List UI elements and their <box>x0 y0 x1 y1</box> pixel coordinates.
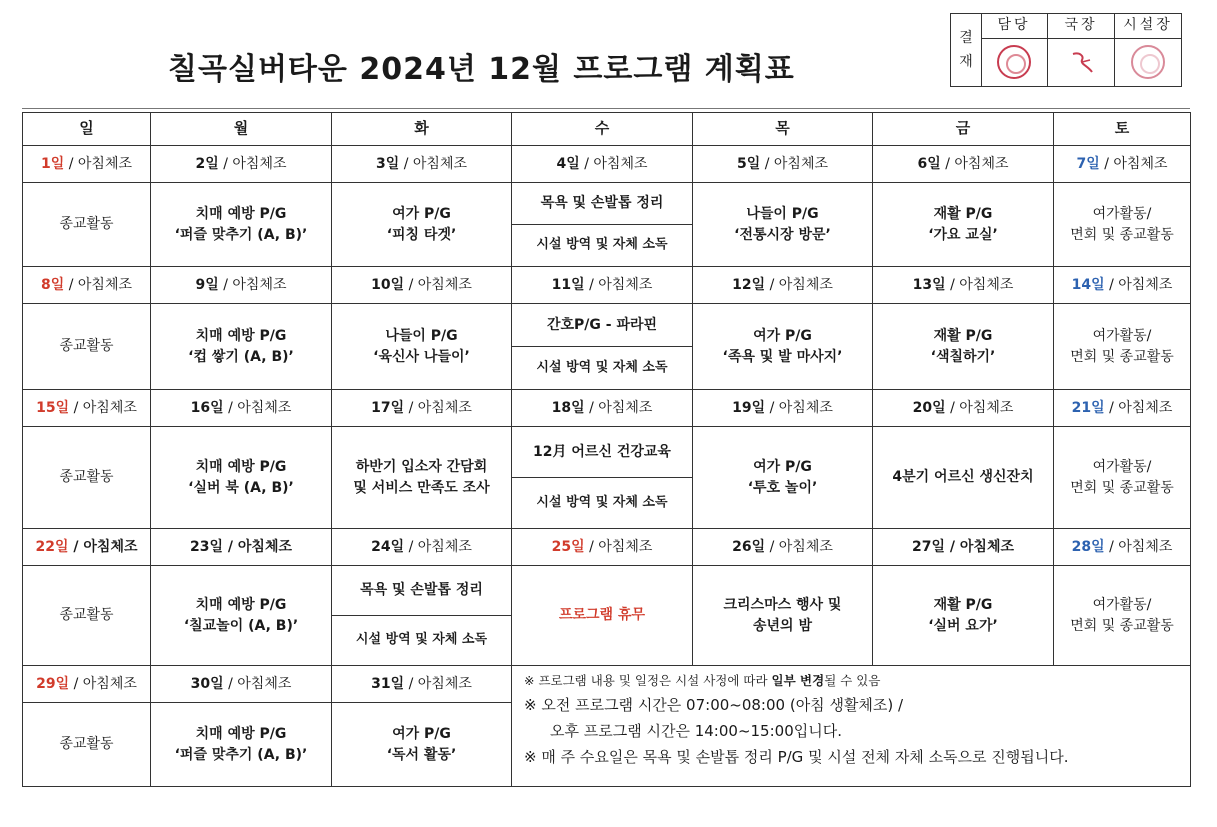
routine-label: 아침체조 <box>417 675 472 692</box>
program-name: 재활 P/G <box>933 328 993 345</box>
wed-program: 목욕 및 손발톱 정리 <box>512 183 693 225</box>
week1-date-row <box>23 146 1191 183</box>
sat-line-1: 여가활동/ <box>1092 597 1152 614</box>
date-cell: 27일 / 아침체조 <box>873 529 1054 566</box>
date-cell: 8일 / 아침체조 <box>23 267 151 304</box>
date-number: 8일 <box>41 276 65 293</box>
thu-program <box>693 566 873 666</box>
religion-cell: 종교활동 <box>23 183 151 267</box>
date-number: 28일 <box>1071 538 1105 555</box>
date-number: 31일 <box>371 675 405 692</box>
religion-cell: 종교활동 <box>23 304 151 390</box>
routine-label: 아침체조 <box>773 155 828 172</box>
date-cell: 24일 / 아침체조 <box>332 529 512 566</box>
header-mon: 월 <box>151 113 332 146</box>
program-name: 하반기 입소자 간담회 <box>355 459 488 476</box>
tue-program: 목욕 및 손발톱 정리 <box>332 566 512 616</box>
approval-head-head: 시설장 <box>1115 14 1181 39</box>
approval-col-head <box>1115 14 1181 86</box>
routine-label: 아침체조 <box>959 399 1014 416</box>
program-detail: ‘색칠하기’ <box>930 348 996 365</box>
program-detail: ‘퍼즐 맞추기 (A, B)’ <box>174 746 308 763</box>
tue-program <box>332 183 512 267</box>
date-number: 4일 <box>556 155 580 172</box>
routine-label: 아침체조 <box>417 399 472 416</box>
schedule-table <box>22 112 1191 787</box>
wed-holiday: 프로그램 휴무 <box>512 566 693 666</box>
thu-program <box>693 183 873 267</box>
date-cell: 2일 / 아침체조 <box>151 146 332 183</box>
wed-disinfect: 시설 방역 및 자체 소독 <box>512 225 693 267</box>
program-detail: ‘가요 교실’ <box>928 226 998 243</box>
week5-date-row <box>23 666 1191 703</box>
date-cell: 29일 / 아침체조 <box>23 666 151 703</box>
date-cell: 12일 / 아침체조 <box>693 267 873 304</box>
program-name: 크리스마스 행사 및 <box>723 597 842 614</box>
approval-col-staff <box>981 14 1048 86</box>
date-number: 20일 <box>912 399 946 416</box>
routine-label: 아침체조 <box>417 538 472 555</box>
sat-line-1: 여가활동/ <box>1092 206 1152 223</box>
date-cell: 18일 / 아침체조 <box>512 390 693 427</box>
religion-cell: 종교활동 <box>23 566 151 666</box>
program-name: 재활 P/G <box>933 206 993 223</box>
program-detail: ‘피칭 타겟’ <box>386 226 457 243</box>
routine-label: 아침체조 <box>237 675 292 692</box>
date-number: 16일 <box>190 399 224 416</box>
routine-label: 아침체조 <box>232 276 287 293</box>
header-fri: 금 <box>873 113 1054 146</box>
date-number: 13일 <box>912 276 946 293</box>
seal-stamp-icon <box>1131 45 1165 79</box>
week2-activity-row <box>23 304 1191 347</box>
mon-program <box>151 427 332 529</box>
fri-program <box>873 566 1054 666</box>
religion-cell: 종교활동 <box>23 703 151 787</box>
mon-program <box>151 304 332 390</box>
date-cell: 25일 / 아침체조 <box>512 529 693 566</box>
mon-program <box>151 566 332 666</box>
note-1-tail: 될 수 있음 <box>824 673 881 688</box>
routine-label: 아침체조 <box>1118 399 1173 416</box>
program-name: 치매 예방 P/G <box>195 597 287 614</box>
date-number: 1일 <box>41 155 65 172</box>
date-number: 5일 <box>737 155 761 172</box>
religion-cell: 종교활동 <box>23 427 151 529</box>
routine-label: 아침체조 <box>598 538 653 555</box>
routine-label: 아침체조 <box>959 276 1014 293</box>
date-number: 29일 <box>36 675 70 692</box>
mon-program <box>151 703 332 787</box>
date-cell: 30일 / 아침체조 <box>151 666 332 703</box>
wed-disinfect: 시설 방역 및 자체 소독 <box>512 347 693 390</box>
program-name: 치매 예방 P/G <box>195 726 287 743</box>
header-sun: 일 <box>23 113 151 146</box>
routine-label: 아침체조 <box>598 399 653 416</box>
routine-label: 아침체조 <box>77 276 132 293</box>
date-number: 11일 <box>551 276 585 293</box>
program-name: 치매 예방 P/G <box>195 206 287 223</box>
sat-line-1: 여가활동/ <box>1092 328 1152 345</box>
fri-program <box>873 183 1054 267</box>
date-number: 24일 <box>371 538 405 555</box>
sat-line-2: 면회 및 종교활동 <box>1070 617 1174 634</box>
week3-activity-row <box>23 427 1191 478</box>
program-detail: ‘실버 북 (A, B)’ <box>188 479 294 496</box>
routine-label: 아침체조 <box>959 538 1014 555</box>
program-name: 여가 P/G <box>392 726 451 743</box>
divider <box>22 108 1190 109</box>
sat-program <box>1054 566 1191 666</box>
date-cell: 14일 / 아침체조 <box>1054 267 1191 304</box>
tue-program <box>332 427 512 529</box>
date-cell: 23일 / 아침체조 <box>151 529 332 566</box>
week2-date-row <box>23 267 1191 304</box>
sat-program <box>1054 427 1191 529</box>
program-detail: ‘육신사 나들이’ <box>373 348 470 365</box>
header-sat: 토 <box>1054 113 1191 146</box>
date-number: 7일 <box>1076 155 1100 172</box>
header-tue: 화 <box>332 113 512 146</box>
approval-label-2: 재 <box>959 54 973 70</box>
date-number: 21일 <box>1071 399 1105 416</box>
note-line-3: 오후 프로그램 시간은 14:00~15:00입니다. <box>550 722 842 740</box>
program-detail: ‘컵 쌓기 (A, B)’ <box>188 348 294 365</box>
date-cell: 22일 / 아침체조 <box>23 529 151 566</box>
date-number: 30일 <box>190 675 224 692</box>
week1-activity-row <box>23 183 1191 225</box>
tue-program <box>332 703 512 787</box>
date-cell: 1일 / 아침체조 <box>23 146 151 183</box>
routine-label: 아침체조 <box>237 399 292 416</box>
approval-label-1: 결 <box>959 30 973 46</box>
date-cell: 31일 / 아침체조 <box>332 666 512 703</box>
routine-label: 아침체조 <box>1118 538 1173 555</box>
routine-label: 아침체조 <box>1113 155 1168 172</box>
note-1-text: ※ 프로그램 내용 및 일정은 시설 사정에 따라 <box>524 673 772 688</box>
routine-label: 아침체조 <box>1118 276 1173 293</box>
date-cell: 26일 / 아침체조 <box>693 529 873 566</box>
approval-box <box>950 13 1182 87</box>
routine-label: 아침체조 <box>412 155 467 172</box>
date-number: 9일 <box>195 276 219 293</box>
program-name: 재활 P/G <box>933 597 993 614</box>
fri-program: 4분기 어르신 생신잔치 <box>873 427 1054 529</box>
date-number: 15일 <box>36 399 70 416</box>
program-detail: 송년의 밤 <box>753 617 812 634</box>
note-line-1 <box>524 670 1190 692</box>
program-name: 여가 P/G <box>392 206 451 223</box>
fri-program <box>873 304 1054 390</box>
date-cell: 6일 / 아침체조 <box>873 146 1054 183</box>
date-number: 10일 <box>371 276 405 293</box>
mon-program <box>151 183 332 267</box>
wed-program: 12月 어르신 건강교육 <box>512 427 693 478</box>
week4-activity-row <box>23 566 1191 616</box>
sat-line-2: 면회 및 종교활동 <box>1070 348 1174 365</box>
week3-date-row <box>23 390 1191 427</box>
date-cell: 11일 / 아침체조 <box>512 267 693 304</box>
routine-label: 아침체조 <box>82 399 137 416</box>
routine-label: 아침체조 <box>778 399 833 416</box>
note-line-4: ※ 매 주 수요일은 목욕 및 손발톱 정리 P/G 및 시설 전체 자체 소독으로 진행됩니다. <box>524 748 1069 766</box>
program-name: 나들이 P/G <box>746 206 819 223</box>
program-detail: ‘퍼즐 맞추기 (A, B)’ <box>174 226 308 243</box>
note-line-2: ※ 오전 프로그램 시간은 07:00~08:00 (아침 생활체조) / <box>524 696 904 714</box>
date-number: 22일 <box>35 538 69 555</box>
date-cell: 16일 / 아침체조 <box>151 390 332 427</box>
date-number: 17일 <box>371 399 405 416</box>
date-cell: 15일 / 아침체조 <box>23 390 151 427</box>
approval-head-staff: 담당 <box>981 14 1047 39</box>
program-detail: ‘실버 요가’ <box>928 617 998 634</box>
program-detail: ‘독서 활동’ <box>386 746 457 763</box>
note-1-bold: 일부 변경 <box>771 673 825 688</box>
header-wed: 수 <box>512 113 693 146</box>
sat-program <box>1054 183 1191 267</box>
approval-col-director <box>1048 14 1115 86</box>
routine-label: 아침체조 <box>598 276 653 293</box>
routine-label: 아침체조 <box>593 155 648 172</box>
date-number: 12일 <box>732 276 766 293</box>
date-number: 6일 <box>917 155 941 172</box>
date-cell: 3일 / 아침체조 <box>332 146 512 183</box>
date-number: 14일 <box>1071 276 1105 293</box>
date-cell: 10일 / 아침체조 <box>332 267 512 304</box>
weekday-header-row <box>23 113 1191 146</box>
routine-label: 아침체조 <box>232 155 287 172</box>
date-number: 25일 <box>551 538 585 555</box>
routine-label: 아침체조 <box>778 276 833 293</box>
program-name: 여가 P/G <box>753 328 812 345</box>
program-detail: 및 서비스 만족도 조사 <box>353 479 490 496</box>
sat-program <box>1054 304 1191 390</box>
routine-label: 아침체조 <box>82 675 137 692</box>
sat-line-2: 면회 및 종교활동 <box>1070 226 1174 243</box>
tue-program <box>332 304 512 390</box>
date-cell: 17일 / 아침체조 <box>332 390 512 427</box>
date-number: 26일 <box>732 538 766 555</box>
sat-line-2: 면회 및 종교활동 <box>1070 479 1174 496</box>
tue-disinfect: 시설 방역 및 자체 소독 <box>332 616 512 666</box>
date-number: 18일 <box>551 399 585 416</box>
routine-label: 아침체조 <box>417 276 472 293</box>
date-number: 3일 <box>376 155 400 172</box>
date-number: 27일 <box>912 538 946 555</box>
date-cell: 5일 / 아침체조 <box>693 146 873 183</box>
date-number: 23일 <box>190 538 224 555</box>
page-title: 칠곡실버타운 2024년 12월 프로그램 계획표 <box>168 52 795 87</box>
sat-line-1: 여가활동/ <box>1092 459 1152 476</box>
week4-date-row <box>23 529 1191 566</box>
program-name: 여가 P/G <box>753 459 812 476</box>
routine-label: 아침체조 <box>954 155 1009 172</box>
thu-program <box>693 427 873 529</box>
thu-program <box>693 304 873 390</box>
program-name: 나들이 P/G <box>385 328 458 345</box>
wed-program: 간호P/G - 파라핀 <box>512 304 693 347</box>
date-cell: 20일 / 아침체조 <box>873 390 1054 427</box>
header-thu: 목 <box>693 113 873 146</box>
signature-icon <box>1070 48 1098 76</box>
wed-disinfect: 시설 방역 및 자체 소독 <box>512 478 693 529</box>
date-cell: 19일 / 아침체조 <box>693 390 873 427</box>
approval-label <box>951 14 982 86</box>
date-number: 2일 <box>195 155 219 172</box>
program-name: 치매 예방 P/G <box>195 328 287 345</box>
date-cell: 7일 / 아침체조 <box>1054 146 1191 183</box>
program-detail: ‘전통시장 방문’ <box>734 226 831 243</box>
routine-label: 아침체조 <box>237 538 292 555</box>
date-cell: 9일 / 아침체조 <box>151 267 332 304</box>
date-number: 19일 <box>732 399 766 416</box>
date-cell: 28일 / 아침체조 <box>1054 529 1191 566</box>
date-cell: 13일 / 아침체조 <box>873 267 1054 304</box>
date-cell: 21일 / 아침체조 <box>1054 390 1191 427</box>
program-detail: ‘칠교놀이 (A, B)’ <box>183 617 299 634</box>
program-detail: ‘투호 놀이’ <box>747 479 818 496</box>
seal-stamp-icon <box>997 45 1031 79</box>
program-detail: ‘족욕 및 발 마사지’ <box>722 348 843 365</box>
routine-label: 아침체조 <box>83 538 138 555</box>
date-cell: 4일 / 아침체조 <box>512 146 693 183</box>
notes-cell <box>512 666 1191 787</box>
routine-label: 아침체조 <box>778 538 833 555</box>
approval-head-director: 국장 <box>1048 14 1114 39</box>
program-name: 치매 예방 P/G <box>195 459 287 476</box>
routine-label: 아침체조 <box>77 155 132 172</box>
